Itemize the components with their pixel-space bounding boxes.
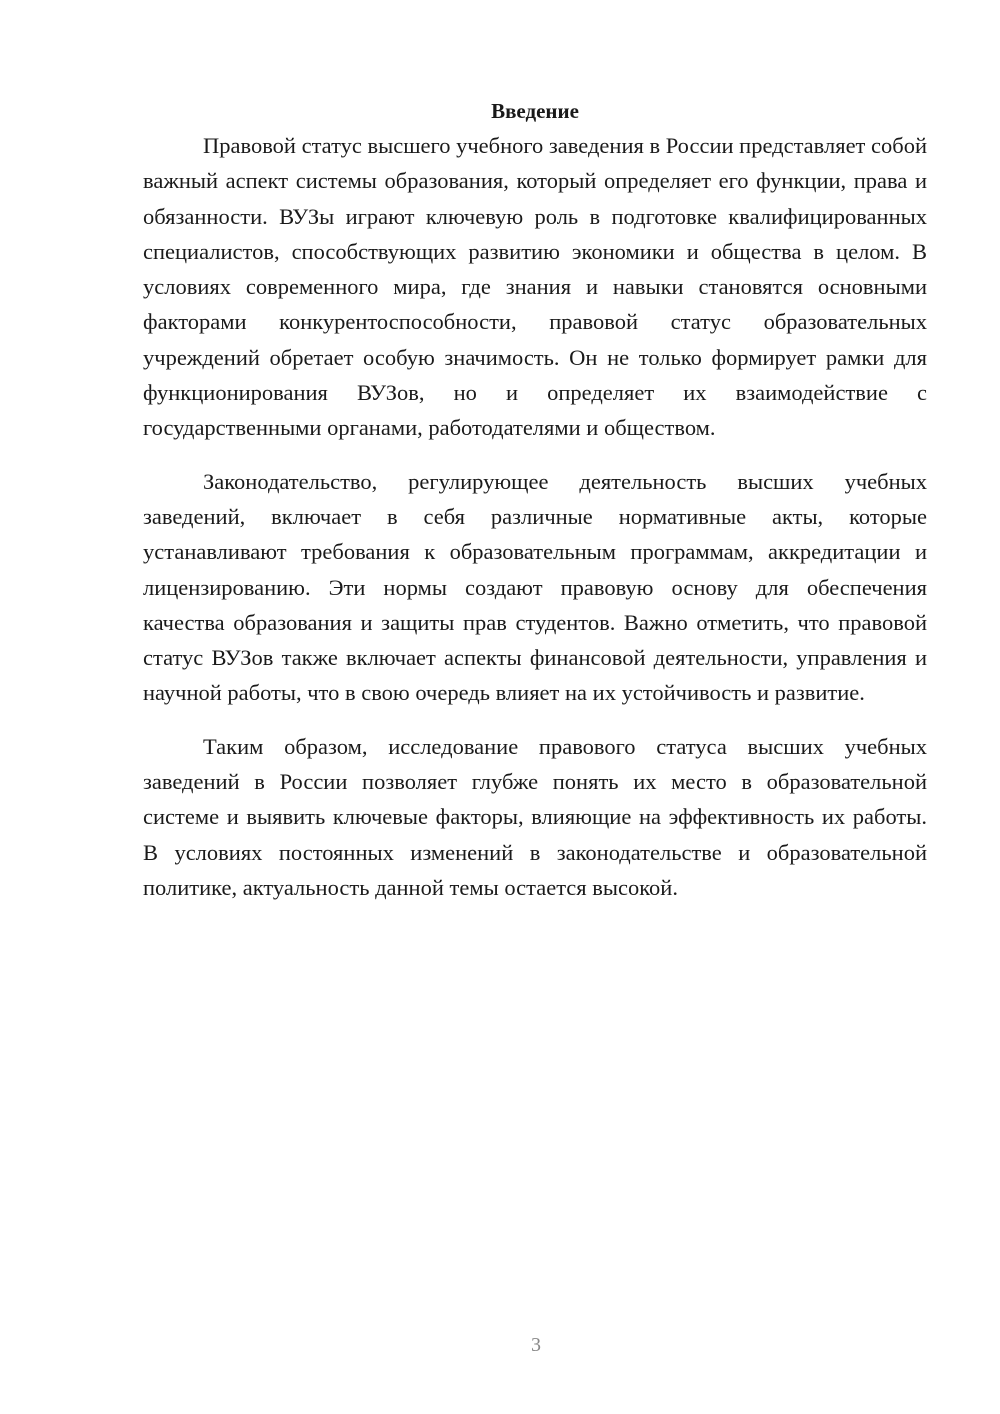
document-body [143,94,927,905]
paragraph-3: Таким образом, исследование правового статуса высших учебных заведений в России позволяет глубже понять их место в образовательной системе и выявить ключевые факторы, влияющие на эффективность их работы. В условиях постоянных изменений в законодательстве и образовательной политике, актуальность данной темы остается высокой. [143,733,927,900]
page-number: 3 [531,1334,541,1356]
paragraph-2: Законодательство, регулирующее деятельность высших учебных заведений, включает в себя различные нормативные акты, которые устанавливают требования к образовательным программам, аккредитации и лицензированию. Эти нормы создают правовую основу для обеспечения качества образования и защиты прав студентов. Важно отметить, что правовой статус ВУЗов также включает аспекты финансовой деятельности, управления и научной работы, что в свою очередь влияет на их устойчивость и развитие. [143,468,927,706]
paragraph-1: Правовой статус высшего учебного заведения в России представляет собой важный аспект системы образования, который определяет его функции, права и обязанности. ВУЗы играют ключевую роль в подготовке квалифицированных специалистов, способствующих развитию экономики и общества в целом. В условиях современного мира, где знания и навыки становятся основными факторами конкурентоспособности, правовой статус образовательных учреждений обретает особую значимость. Он не только формирует рамки для функционирования ВУЗов, но и определяет их взаимодействие с государственными органами, работодателями и обществом. [143,133,927,441]
section-title: Введение [491,99,579,123]
